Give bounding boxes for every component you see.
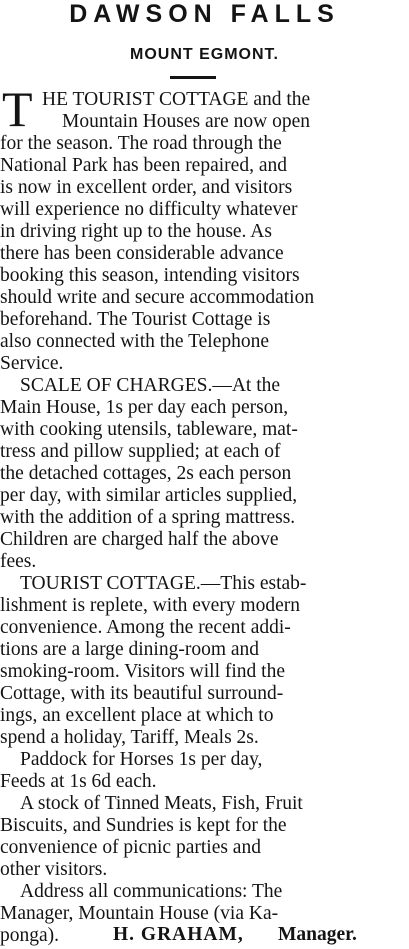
article-line: smoking-room. Visitors will find the — [0, 661, 286, 682]
article-line: Paddock for Horses 1s per day, — [20, 749, 263, 770]
article-line: ponga). — [0, 925, 60, 946]
article-line: ings, an excellent place at which to — [0, 705, 274, 726]
article-line: Biscuits, and Sundries is kept for the — [0, 815, 287, 836]
article-line: A stock of Tinned Meats, Fish, Fruit — [20, 793, 303, 814]
divider-rule — [170, 76, 216, 79]
article-line: Service. — [0, 353, 64, 374]
article-line: for the season. The road through the — [0, 133, 282, 154]
article-line: the detached cottages, 2s each person — [0, 463, 292, 484]
article-line: lishment is replete, with every modern — [0, 595, 301, 616]
article-line: Main House, 1s per day each person, — [0, 397, 289, 418]
article-line: is now in excellent order, and visitors — [0, 177, 293, 198]
article-line: Address all communications: The — [20, 881, 283, 902]
article-line: National Park has been repaired, and — [0, 155, 287, 176]
drop-cap: T — [2, 81, 33, 137]
article-line: HE TOURIST COTTAGE and the — [42, 89, 311, 110]
article-line: Feeds at 1s 6d each. — [0, 771, 157, 792]
signature — [0, 922, 409, 948]
article-line: in driving right up to the house. As — [0, 221, 272, 242]
article-line: spend a holiday, Tariff, Meals 2s. — [0, 727, 259, 748]
article-line: Children are charged half the above — [0, 529, 279, 550]
article-line: tions are a large dining-room and — [0, 639, 260, 660]
article-line: with cooking utensils, tableware, mat- — [0, 419, 298, 440]
article-line: beforehand. The Tourist Cottage is — [0, 309, 271, 330]
article-line: there has been considerable advance — [0, 243, 284, 264]
article-line: convenience of picnic parties and — [0, 837, 261, 858]
article-line: Cottage, with its beautiful surround- — [0, 683, 284, 704]
article-line: TOURIST COTTAGE.—This estab- — [20, 573, 307, 594]
subheadline: MOUNT EGMONT. — [130, 46, 279, 63]
article-line: will experience no difficulty whatever — [0, 199, 298, 220]
article-line: booking this season, intending visitors — [0, 265, 300, 286]
article-line: other visitors. — [0, 859, 108, 880]
article-line: also connected with the Telephone — [0, 331, 270, 352]
article-line: tress and pillow supplied; at each of — [0, 441, 281, 462]
article-line: per day, with similar articles supplied, — [0, 485, 298, 506]
article-line: should write and secure accommodation — [0, 287, 315, 308]
article-line: fees. — [0, 551, 37, 572]
signature-title: Manager. — [278, 924, 357, 945]
article-line: Mountain Houses are now open — [62, 111, 311, 132]
signature-name: H. GRAHAM, — [113, 924, 244, 945]
article-line: convenience. Among the recent addi- — [0, 617, 291, 638]
headline: DAWSON FALLS — [69, 0, 340, 28]
article-line: Manager, Mountain House (via Ka- — [0, 903, 279, 924]
article-line: SCALE OF CHARGES.—At the — [20, 375, 281, 396]
article-line: with the addition of a spring mattress. — [0, 507, 296, 528]
